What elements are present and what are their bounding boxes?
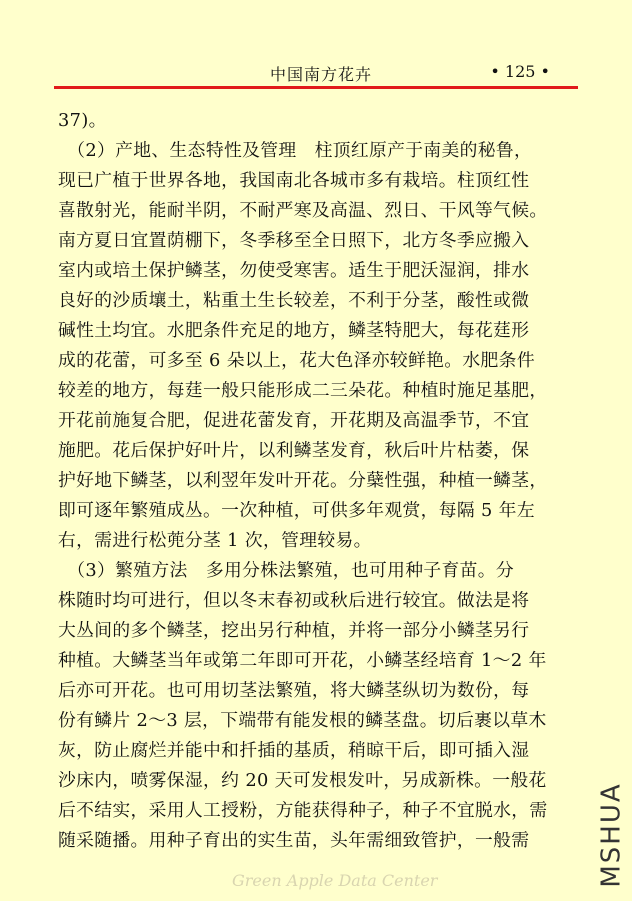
- text-line: 大丛间的多个鳞茎，挖出另行种植，并将一部分小鳞茎另行: [58, 620, 530, 641]
- side-stamp: [596, 780, 628, 890]
- stamp-text: MSHUA: [597, 782, 627, 888]
- page-number: • 125 •: [490, 62, 550, 81]
- text-line: 成的花蕾，可多至 6 朵以上，花大色泽亦较鲜艳。水肥条件: [58, 350, 535, 371]
- text-line: 种植。大鳞茎当年或第二年即可开花，小鳞茎经培育 1～2 年: [58, 650, 547, 671]
- text-line: 南方夏日宜置荫棚下，冬季移至全日照下，北方冬季应搬入: [58, 230, 530, 251]
- text-line: 沙床内，喷雾保湿，约 20 天可发根发叶，另成新株。一般花: [58, 770, 547, 791]
- text-line: 现已广植于世界各地，我国南北各城市多有栽培。柱顶红性: [58, 170, 530, 191]
- text-line: 株随时均可进行，但以冬末春初或秋后进行较宜。做法是将: [58, 590, 530, 611]
- text-line: 后不结实，采用人工授粉，方能获得种子，种子不宜脱水，需: [58, 800, 548, 821]
- header-rule: [54, 86, 578, 89]
- text-line: （2）产地、生态特性及管理 柱顶红原产于南美的秘鲁，: [58, 140, 533, 161]
- text-line: 喜散射光，能耐半阴，不耐严寒及高温、烈日、干风等气候。: [58, 200, 548, 221]
- book-title: 中国南方花卉: [270, 65, 373, 84]
- text-line: 灰，防止腐烂并能中和扦插的基质，稍晾干后，即可插入湿: [58, 740, 530, 761]
- text-line: 碱性土均宜。水肥条件充足的地方，鳞茎特肥大，每花莛形: [58, 320, 530, 341]
- text-line: （3）繁殖方法 多用分株法繁殖，也可用种子育苗。分: [58, 560, 515, 581]
- body-text: [58, 106, 580, 856]
- text-line: 37)。: [58, 110, 107, 131]
- running-header: [56, 62, 578, 86]
- text-line: 室内或培土保护鳞茎，勿使受寒害。适生于肥沃湿润，排水: [58, 260, 530, 281]
- text-line: 施肥。花后保护好叶片，以利鳞茎发育，秋后叶片枯萎，保: [58, 440, 530, 461]
- text-line: 开花前施复合肥，促进花蕾发育，开花期及高温季节，不宜: [58, 410, 530, 431]
- text-line: 右，需进行松蔸分茎 1 次，管理较易。: [58, 530, 372, 551]
- text-line: 较差的地方，每莛一般只能形成二三朵花。种植时施足基肥，: [58, 380, 548, 401]
- scan-watermark: Green Apple Data Center: [232, 871, 438, 890]
- text-line: 份有鳞片 2～3 层，下端带有能发根的鳞茎盘。切后裹以草木: [58, 710, 547, 731]
- text-line: 良好的沙质壤土，粘重土生长较差，不利于分茎，酸性或微: [58, 290, 530, 311]
- text-line: 随采随播。用种子育出的实生苗，头年需细致管护，一般需: [58, 830, 530, 851]
- text-line: 后亦可开花。也可用切茎法繁殖，将大鳞茎纵切为数份，每: [58, 680, 530, 701]
- text-line: 护好地下鳞茎，以利翌年发叶开花。分蘖性强，种植一鳞茎，: [58, 470, 548, 491]
- text-line: 即可逐年繁殖成丛。一次种植，可供多年观赏，每隔 5 年左: [58, 500, 535, 521]
